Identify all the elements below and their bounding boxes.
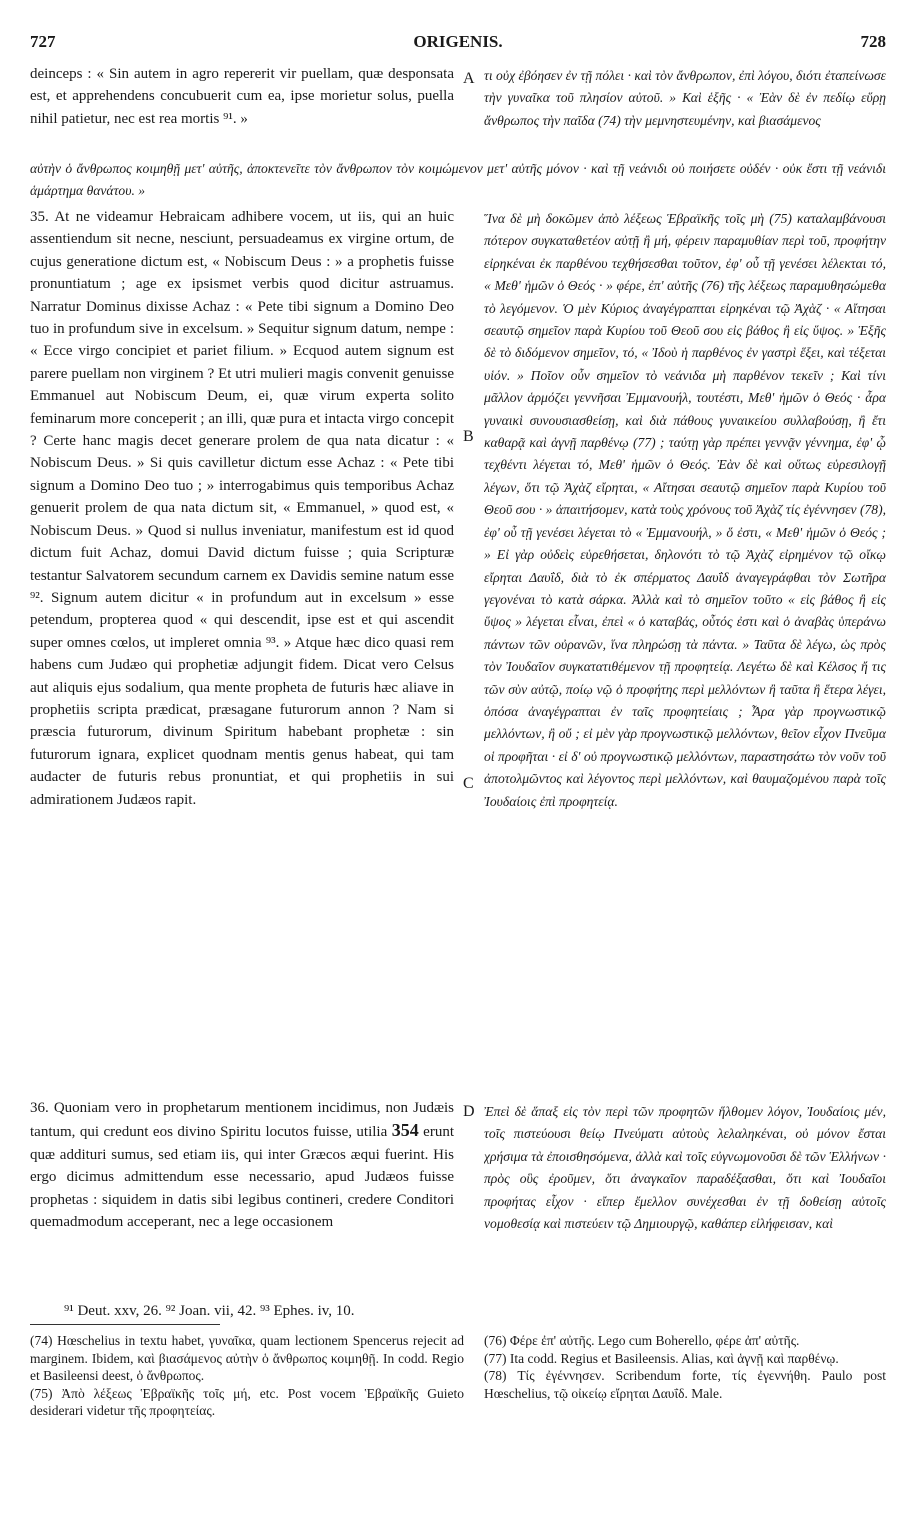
latin-top-text: deinceps : « Sin autem in agro repererit vir puellam, quæ desponsata est, et apprehendens concubuerit cum ea, ipse morietur solus, puella nihil patietur, nec est rea mortis ⁹¹. » <box>30 66 454 127</box>
margin-letter-c: C <box>463 775 474 792</box>
scripture-references: ⁹¹ Deut. xxv, 26. ⁹² Joan. vii, 42. ⁹³ Ephes. iv, 10. <box>64 1303 355 1319</box>
margin-letter-b: B <box>463 428 474 445</box>
latin-section-36-text: 36. Quoniam vero in prophetarum mentionem incidimus, non Judæis tantum, qui credunt eos divino Spiritu locutos fuisse, utilia 354 erunt quæ addituri sumus, sed etiam iis, qui inter Græcos æqui fuerint. His ergo dicimus admittendum esse necessario, apud Judæos fuisse prophetas : siquidem in datis sibi legibus contineri, credere Conditori quemadmodum acceperant, nec a lege occasionem <box>30 1100 454 1231</box>
footnote-76: (76) Φέρε ἐπ' αὐτῆς. Lego cum Boherello, φέρε ἀπ' αὐτῆς. <box>484 1333 800 1348</box>
margin-letter-a: A <box>463 70 475 87</box>
page-number-left: 727 <box>30 32 56 51</box>
footnotes-right <box>484 1332 886 1402</box>
latin-section-35 <box>30 206 454 1064</box>
greek-section-36-text: Ἐπεὶ δὲ ἅπαξ εἰς τὸν περὶ τῶν προφητῶν ἥλθομεν λόγον, Ἰουδαίοις μέν, τοῖς πιστεύουσι θείῳ Πνεύματι αὐτοὺς λελαληκέναι, οὐ μόνον ἔσται χρήσιμα τὰ ἐποισθησόμενα, ἀλλὰ καὶ τοῖς εὐγνωμονοῦσι δὲ τῶν Ἑλλήνων · πρὸς οὓς ἐροῦμεν, ὅτι ἀναγκαῖον παραδέξασθαι, ὅτι καὶ Ἰουδαῖοι προφήτας εἶχον · εἴπερ ἔμελλον συνέχεσθαι ἐν τῇ δοθείσῃ αὐτοῖς νομοθεσίᾳ καὶ πιστεύειν τῷ Δημιουργῷ, καθάπερ εἰλήφεισαν, καὶ <box>484 1104 886 1232</box>
latin-section-36 <box>30 1097 454 1297</box>
footnote-78: (78) Τίς ἐγέννησεν. Scribendum forte, τίς ἐγεννήθη. Paulo post Hœschelius, τῷ οἰκείῳ εἴρηται Δαυΐδ. Male. <box>484 1368 886 1401</box>
greek-section-36 <box>484 1101 886 1301</box>
page-header <box>30 32 886 54</box>
column-number: 354 <box>391 1120 419 1141</box>
greek-top-text: τι οὐχ ἐβόησεν ἐν τῇ πόλει · καὶ τὸν ἄνθρωπον, ἐπὶ λόγου, διότι ἐταπείνωσε τὴν γυναῖκα τοῦ πλησίον αὐτοῦ. » Καὶ ἑξῆς · « Ἐὰν δὲ ἐν πεδίῳ εὕρῃ ἄνθρωπος τὴν παῖδα (74) τὴν μεμνηστευμένην, καὶ βιασάμενος <box>484 68 886 128</box>
footnote-77: (77) Ita codd. Regius et Basileensis. Alias, καὶ ἁγνῇ καὶ παρθένῳ. <box>484 1350 839 1366</box>
margin-letter-d: D <box>463 1103 475 1120</box>
latin-section-35-text: 35. At ne videamur Hebraicam adhibere vocem, ut iis, qui an huic assentiendum sit necne, nesciunt, persuadeamus ex virgine ortum, de cujus generatione dictum est, « Nobiscum Deus : » a prophetis fuisse pronuntiatum ; age ex ipsismet verbis quod dicitur astruamus. Narratur Dominus dixisse Achaz : « Pete tibi signum a Domino Deo tuo in profundum sive in excelsum. » Sequitur signum datum, nempe : « Ecce virgo concipiet et pariet filium. » Ecquod autem signum est parere puellam non virginem ? Et utri mulieri magis convenit genuisse Emmanuel aut Nobiscum Deum, ei, quæ virum experta solito feminarum more conceperit ; an illi, quæ pura et intacta virgo concepit ? Certe hanc magis decet generare prolem de qua nata dicatur : « Nobiscum Deus. » Si quis cavilletur dictum esse Achaz : « Pete tibi signum a Domino Deo tuo ; » interrogabimus quis temporibus Achaz genuerit prolem de qua nata dictum sit, « Emmanuel, » quod est, « Nobiscum Deus. » Quod si nullus inveniatur, manifestum est id quod dictum fuit Achaz, domui David dictum fuisse ; quia Scripturæ testantur Salvatorem secundum carnem ex Davidis semine natum esse ⁹². Signum autem dicitur « in profundum aut in excelsum » esse petendum, propterea quod « qui descendit, ipse est et qui ascendit super omnes cœlos, ut impleret omnia ⁹³. » Atque hæc dico quasi rem habens cum Judæo qui prophetiæ adjungit fidem. Dicat vero Celsus aut aliquis ejus sodalium, qua mente propheta de futuris hæc aliave in prophetiis scripta prædicat, præsagane futurorum annon ? Nam si præscia futurorum, divinum Spiritum habebant prophetæ : sin futurorum ignara, explicet quodnam mentis genus habeat, qui tam audacter de futuris rebus pronuntiat, et qui prophetiis in sui admirationem Judæos rapit. <box>30 209 454 808</box>
greek-section-35 <box>484 208 886 1093</box>
footnote-74: (74) Hœschelius in textu habet, γυναῖκα, quam lectionem Spencerus rejecit ad marginem. Ibidem, καὶ βιασάμενος αὐτὴν ὁ ἄνθρωπος κοιμηθῇ. In codd. Regio et Basileensi deest, ὁ ἄνθρωπος. <box>30 1333 464 1384</box>
running-title: ORIGENIS. <box>413 32 503 51</box>
page-number-right: 728 <box>860 32 886 51</box>
footnote-separator <box>30 1324 220 1325</box>
latin-top-paragraph <box>30 63 454 153</box>
greek-top-paragraph <box>484 65 886 155</box>
footnotes-left <box>30 1332 464 1420</box>
greek-section-35-text: Ἵνα δὲ μὴ δοκῶμεν ἀπὸ λέξεως Ἑβραϊκῆς τοῖς μὴ (75) καταλαμβάνουσι πότερον συγκαταθετέον αὐτῇ ἢ μή, φέρειν παραμυθίαν περὶ τοῦ, προφήτην εἰρηκέναι ἐκ παρθένου τεχθήσεσθαι τοῦτον, ἐφ' οὗ τῇ γενέσει λέλεκται τό, « Μεθ' ἡμῶν ὁ Θεός · » φέρε, ἐπ' αὐτῆς (76) τῆς λέξεως παραμυθησώμεθα τὸ λεγόμενον. Ὁ μὲν Κύριος ἀναγέγραπται εἰρηκέναι τῷ Ἀχὰζ · « Αἴτησαι σεαυτῷ σημεῖον παρὰ Κυρίου τοῦ Θεοῦ σου εἰς βάθος ἢ εἰς ὕψος. » Ἑξῆς δὲ τὸ διδόμενον σημεῖον, τό, « Ἰδοὺ ἡ παρθένος ἐν γαστρὶ ἕξει, καὶ τέξεται υἱόν. » Ποῖον οὖν σημεῖον τὸ νεάνιδα μὴ παρθένον τεκεῖν ; Καὶ τίνι μᾶλλον ἁρμόζει γεννῆσαι Ἐμμανουήλ, τουτέστι, Μεθ' ἡμῶν ὁ Θεός · ἆρα γυναικὶ συνουσιασθείσῃ, καὶ διὰ πάθους γυναικείου συλλαβούσῃ, ἢ ἔτι καθαρᾷ καὶ ἁγνῇ παρθένῳ (77) ; ταύτῃ γὰρ πρέπει γεννᾷν γέννημα, ἐφ' ᾧ τεχθέντι λέγεται τό, Μεθ' ἡμῶν ὁ Θεός. Ἐὰν δὲ καὶ οὕτως εὑρεσιλογῇ λέγων, ὅτι τῷ Ἀχὰζ εἴρηται, « Αἴτησαι σεαυτῷ σημεῖον παρὰ Κυρίου τοῦ Θεοῦ σου · » ἀπαιτήσομεν, κατὰ τοὺς χρόνους τοῦ Ἀχὰζ τίς ἐγέννησεν (78), ἐφ' οὗ τῇ γενέσει λέγεται τὸ « Ἐμμανουήλ, » ὅ ἐστι, « Μεθ' ἡμῶν ὁ Θεός ; » Εἰ γὰρ οὐδεὶς εὑρεθήσεται, δηλονότι τὸ τῷ Ἀχὰζ εἰρημένον τῷ οἴκῳ εἴρηται Δαυΐδ, διὰ τὸ ἐκ σπέρματος Δαυΐδ ἀναγεγράφθαι τὸν Σωτῆρα γεγονέναι τὸ κατὰ σάρκα. Ἀλλὰ καὶ τὸ σημεῖον τοῦτο « εἰς βάθος ἢ εἰς ὕψος » λέγεται εἶναι, ἐπεὶ « ὁ καταβάς, οὗτός ἐστι καὶ ὁ ἀναβὰς ὑπεράνω πάντων τῶν οὐρανῶν, ἵνα πληρώσῃ τὰ πάντα. » Ταῦτα δὲ λέγω, ὡς πρὸς τὸν Ἰουδαῖον συγκατατιθέμενον τῇ προφητείᾳ. Λεγέτω δὲ καὶ Κέλσος ἤ τις τῶν σὺν αὐτῷ, ποίῳ νῷ ὁ προφήτης περὶ μελλόντων ἢ ταῦτα ἢ ἕτερα λέγει, ὁπόσα ἀναγέγραπται ἐν ταῖς προφητείαις ; Ἆρα γὰρ προγνωστικῷ μελλόντων, ἢ οὔ ; εἰ μὲν γὰρ προγνωστικῷ μελλόντων, θεῖον εἶχον Πνεῦμα οἱ προφῆται · εἰ δ' οὐ προγνωστικῷ μελλόντων, παραστησάτω τὸν νοῦν τοῦ ἀποτολμῶντος καὶ λέγοντος περὶ μελλόντων, καὶ θαυμαζομένου παρὰ τοῖς Ἰουδαίοις ἐπὶ προφητείᾳ. <box>484 211 886 809</box>
greek-full-width-line: αὐτὴν ὁ ἄνθρωπος κοιμηθῇ μετ' αὐτῆς, ἀποκτενεῖτε τὸν ἄνθρωπον τὸν κοιμώμενον μετ' αὐτῆς μόνον · καὶ τῇ νεάνιδι οὐ ποιήσετε οὐδέν · οὐκ ἔστι τῇ νεάνιδι ἁμάρτημα θανάτου. » <box>30 161 886 198</box>
footnote-75: (75) Ἀπὸ λέξεως Ἑβραϊκῆς τοῖς μή, etc. Post vocem Ἑβραϊκῆς Guieto desiderari videtur τῆς προφητείας. <box>30 1385 464 1419</box>
